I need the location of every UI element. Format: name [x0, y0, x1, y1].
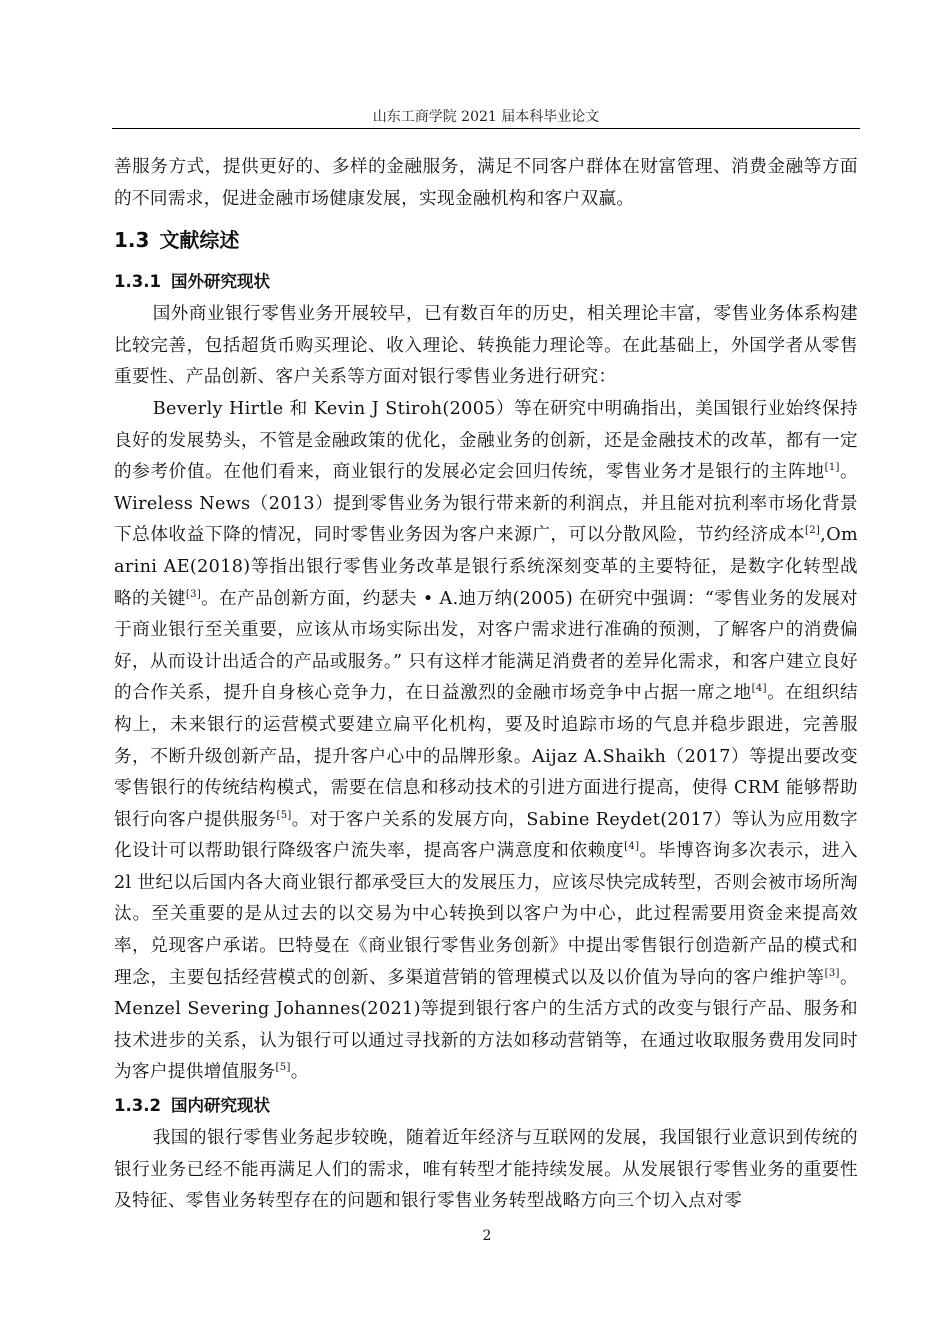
text-run: 。在产品创新方面，约瑟夫 • A.迪万纳(2005) 在研究中强调：“零售业务的发展对于商业银行至关重要，应该从市场实际出发，对客户需求进行准确的预测，了解客户的消费偏好，从而设计出适合的产品或服务。” 只有这样才能满足消费者的差异化需求，和客户建立良好的合作关系，提升自身核心竞争力，在日益激烈的金融市场竞争中占据一席之地: [114, 588, 858, 704]
subsection-title: 国内研究现状: [170, 1096, 270, 1116]
text-run: ,Omarini AE(2018)等指出银行零售业务改革是银行系统深刻变革的主要特征，是数字化转型战略的关键: [114, 525, 858, 609]
foreign-research-paragraph-2: [114, 394, 858, 1089]
section-heading-1-3: [114, 225, 858, 255]
intro-paragraph: 善服务方式，提供更好的、多样的金融服务，满足不同客户群体在财富管理、消费金融等方面的不同需求，促进金融市场健康发展，实现金融机构和客户双赢。: [114, 157, 858, 209]
citation-ref: [1]: [824, 462, 840, 474]
text-run: 。毕博咨询多次表示，进入 2l 世纪以后国内各大商业银行都承受巨大的发展压力，应该尽快完成转型，否则会被市场所淘汰。至关重要的是从过去的以交易为中心转换到以客户为中心，此过程需要用资金来提高效率，兑现客户承诺。巴特曼在《商业银行零售业务创新》中提出零售银行创造新产品的模式和理念，主要包括经营模式的创新、多渠道营销的管理模式以及以价值为导向的客户维护等: [114, 841, 858, 988]
foreign-research-paragraph-1: 国外商业银行零售业务开展较早，已有数百年的历史，相关理论丰富，零售业务体系构建比较完善，包括超货币购买理论、收入理论、转换能力理论等。在此基础上，外国学者从零售重要性、产品创新、客户关系等方面对银行零售业务进行研究：: [114, 304, 858, 388]
subsection-number: 1.3.2: [114, 1096, 161, 1116]
subsection-heading-1-3-2: [114, 1091, 858, 1121]
citation-ref: [5]: [275, 1062, 291, 1074]
body-content: [114, 152, 858, 1218]
citation-ref: [3]: [185, 588, 202, 600]
citation-ref: [5]: [276, 809, 292, 821]
subsection-heading-1-3-1: [114, 267, 858, 297]
domestic-research-paragraph-1: 我国的银行零售业务起步较晚，随着近年经济与互联网的发展，我国银行业意识到传统的银行业务已经不能再满足人们的需求，唯有转型才能持续发展。从发展银行零售业务的重要性及特征、零售业务转型存在的问题和银行零售业务转型战略方向三个切入点对零: [114, 1128, 858, 1212]
citation-ref: [4]: [751, 683, 767, 695]
header-rule: [112, 128, 860, 129]
subsection-number: 1.3.1: [114, 272, 161, 292]
section-number: 1.3: [114, 228, 150, 253]
page-number: 2: [482, 1228, 492, 1244]
citation-ref: [4]: [624, 841, 640, 853]
text-run: 。Menzel Severing Johannes(2021)等提到银行客户的生活方式的改变与银行产品、服务和技术进步的关系，认为银行可以通过寻找新的方法如移动营销等，在通过收取服务费用发同时为客户提供增值服务: [114, 967, 859, 1083]
section-title: 文献综述: [159, 228, 240, 253]
text-run: 。Wireless News（2013）提到零售业务为银行带来新的利润点，并且能对抗利率市场化背景下总体收益下降的情况，同时零售业务因为客户来源广，可以分散风险，节约经济成本: [114, 462, 859, 546]
subsection-title: 国外研究现状: [170, 272, 270, 292]
citation-ref: [2]: [805, 525, 821, 537]
text-run: 。: [290, 1062, 309, 1083]
text-run: 。对于客户关系的发展方向，Sabine Reydet(2017）等认为应用数字化设计可以帮助银行降级客户流失率，提高客户满意度和依赖度: [114, 809, 858, 862]
running-header: 山东工商学院 2021 届本科毕业论文: [372, 109, 600, 125]
text-run: 。在组织结构上，未来银行的运营模式要建立扁平化机构，要及时追踪市场的气息并稳步跟进，完善服务，不断升级创新产品，提升客户心中的品牌形象。Aijaz A.Shaikh（2017）等提出要改变零售银行的传统结构模式，需要在信息和移动技术的引进方面进行提高，使得 CRM 能够帮助银行向客户提供服务: [114, 683, 858, 830]
citation-ref: [3]: [824, 967, 840, 979]
text-run: Beverly Hirtle 和 Kevin J Stiroh(2005）等在研究中明确指出，美国银行业始终保持良好的发展势头，不管是金融政策的优化，金融业务的创新，还是金融技术的改革，都有一定的参考价值。在他们看来，商业银行的发展必定会回归传统，零售业务才是银行的主阵地: [114, 398, 858, 483]
